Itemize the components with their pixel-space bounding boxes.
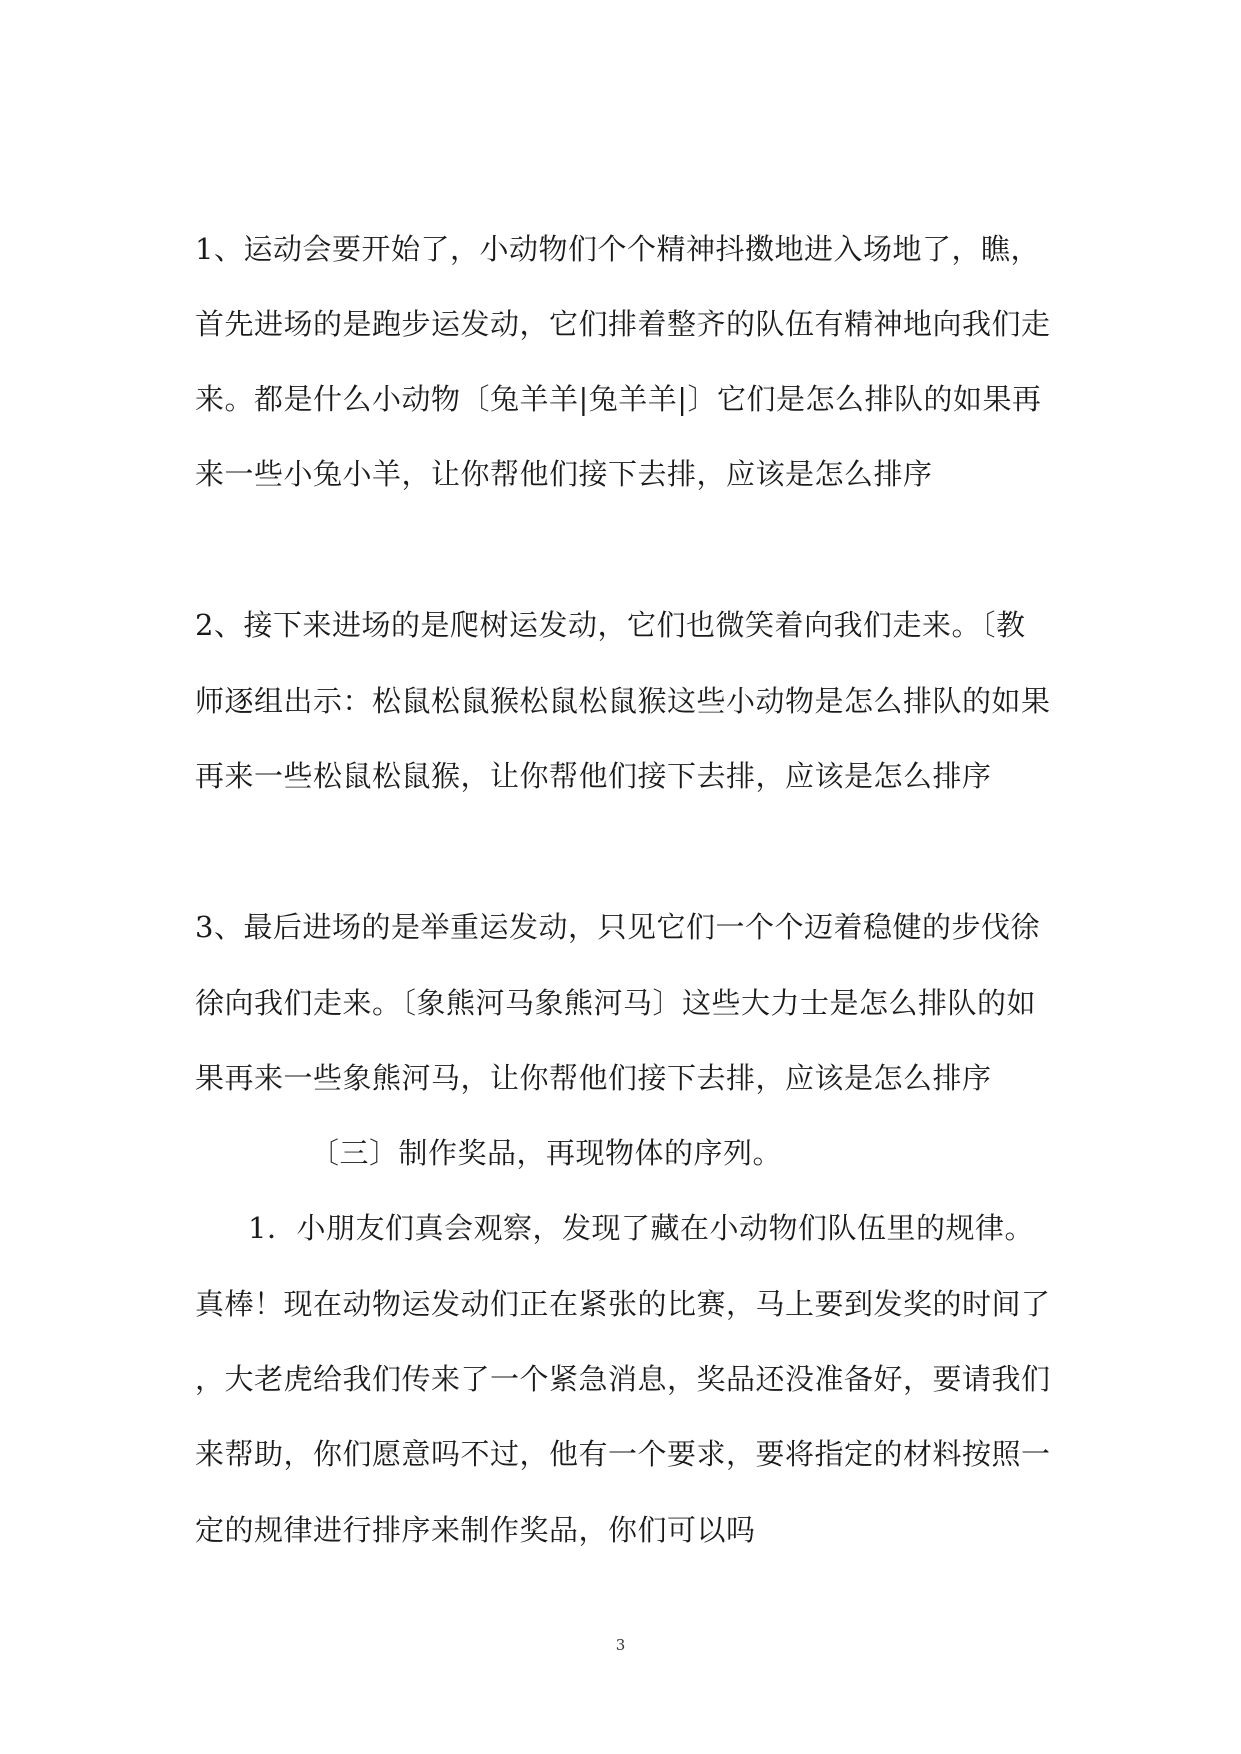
text-line: 2、接下来进场的是爬树运发动，它们也微笑着向我们走来。〔教: [195, 608, 1026, 642]
page-number: 3: [615, 1636, 626, 1654]
text-line: 师逐组出示：松鼠松鼠猴松鼠松鼠猴这些小动物是怎么排队的如果: [195, 684, 1051, 718]
text-line: 来帮助，你们愿意吗不过，他有一个要求，要将指定的材料按照一: [195, 1437, 1051, 1471]
text-line: ，大老虎给我们传来了一个紧急消息，奖品还没准备好，要请我们: [195, 1362, 1051, 1396]
section-heading: 〔三〕制作奖品，再现物体的序列。: [310, 1136, 783, 1170]
text-line: 来。都是什么小动物〔兔羊羊|兔羊羊|〕它们是怎么排队的如果再: [195, 382, 1042, 416]
text-line: 1、运动会要开始了，小动物们个个精神抖擞地进入场地了，瞧，: [195, 232, 1040, 266]
text-line: 徐向我们走来。〔象熊河马象熊河马〕这些大力士是怎么排队的如: [195, 986, 1037, 1020]
text-line: 1．小朋友们真会观察，发现了藏在小动物们队伍里的规律。: [248, 1211, 1034, 1245]
text-line: 定的规律进行排序来制作奖品，你们可以吗: [195, 1513, 756, 1547]
text-line: 首先进场的是跑步运发动，它们排着整齐的队伍有精神地向我们走: [195, 307, 1051, 341]
text-line: 来一些小兔小羊，让你帮他们接下去排，应该是怎么排序: [195, 457, 933, 491]
text-line: 真棒！现在动物运发动们正在紧张的比赛，马上要到发奖的时间了: [195, 1287, 1051, 1321]
text-line: 再来一些松鼠松鼠猴，让你帮他们接下去排，应该是怎么排序: [195, 759, 992, 793]
text-line: 果再来一些象熊河马，让你帮他们接下去排，应该是怎么排序: [195, 1061, 992, 1095]
text-line: 3、最后进场的是举重运发动，只见它们一个个迈着稳健的步伐徐: [195, 910, 1040, 944]
